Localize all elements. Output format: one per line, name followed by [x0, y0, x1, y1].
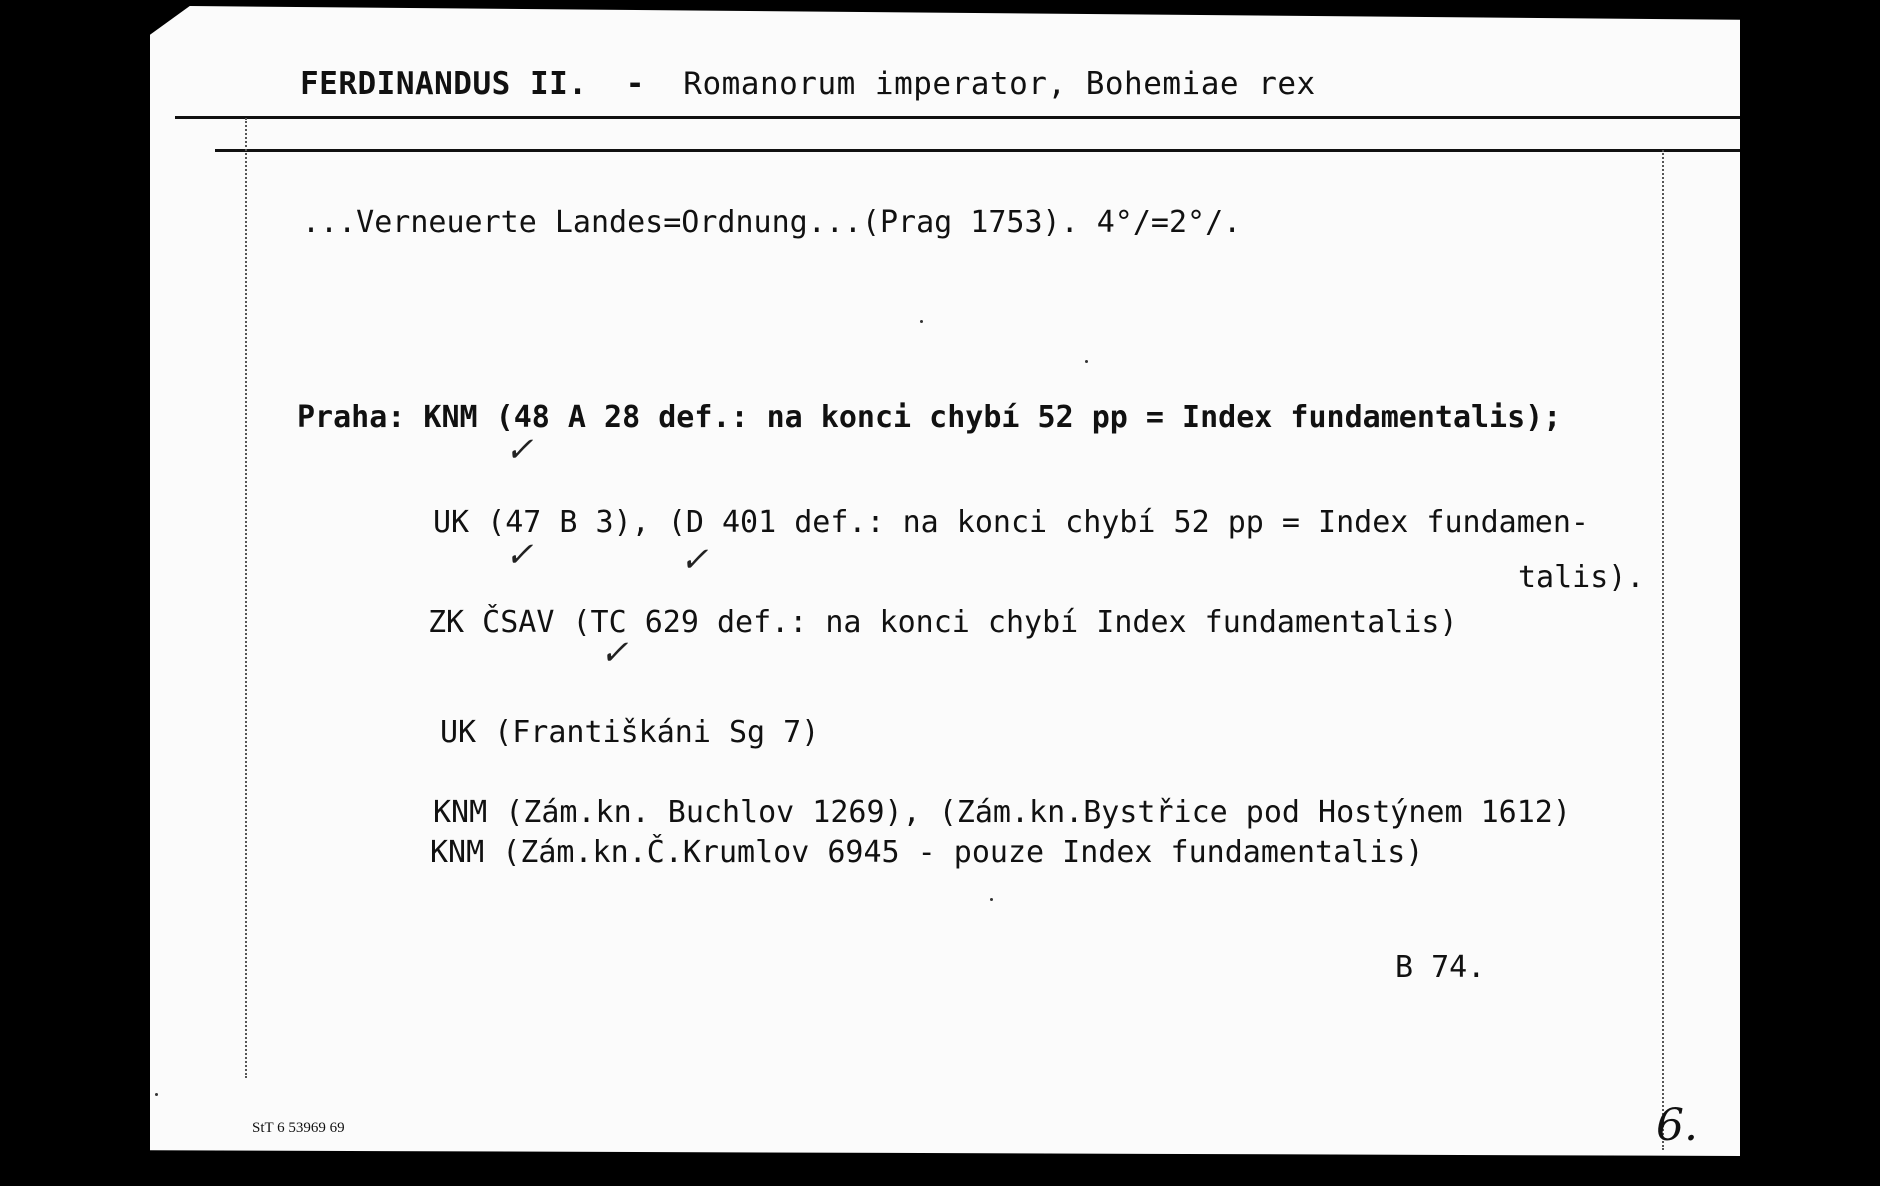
heading-separator: - [625, 66, 645, 102]
entry-praha-knm: Praha: KNM (48 A 28 def.: na konci chybí 52 pp = Index fundamentalis); [297, 400, 1562, 435]
entry-uk-continued: talis). [1518, 560, 1645, 595]
paper-speck [155, 1093, 158, 1096]
paper-speck [990, 898, 993, 901]
heading-title: Romanorum imperator, Bohemiae rex [683, 66, 1316, 102]
shelf-mark: B 74. [1395, 950, 1486, 985]
paper-speck [1085, 360, 1088, 363]
catalog-card [150, 6, 1740, 1156]
paper-speck [920, 320, 923, 323]
left-margin-line [245, 118, 247, 1078]
heading-name: FERDINANDUS II. [300, 66, 588, 102]
heading-rule [175, 116, 1740, 119]
entry-knm-buchlov: KNM (Zám.kn. Buchlov 1269), (Zám.kn.Bystřice pod Hostýnem 1612) [433, 795, 1571, 830]
title-line: ...Verneuerte Landes=Ordnung...(Prag 1753). 4°/=2°/. [302, 205, 1242, 240]
sub-rule [215, 149, 1740, 152]
check-mark: ✓ [680, 540, 709, 580]
check-mark: ✓ [600, 633, 629, 673]
footer-code: StT 6 53969 69 [252, 1120, 345, 1136]
entry-knm-krumlov: KNM (Zám.kn.Č.Krumlov 6945 - pouze Index fundamentalis) [430, 835, 1424, 870]
entry-zk-csav: ZK ČSAV (TC 629 def.: na konci chybí Index fundamentalis) [428, 605, 1458, 640]
check-mark: ✓ [505, 430, 534, 470]
card-heading [300, 66, 1316, 102]
check-mark: ✓ [505, 535, 534, 575]
entry-uk: UK (47 B 3), (D 401 def.: na konci chybí 52 pp = Index fundamen- [433, 505, 1589, 540]
handwritten-number: 6. [1656, 1100, 1698, 1151]
right-margin-line [1662, 150, 1664, 1150]
entry-uk-frantiskani: UK (Františkáni Sg 7) [440, 715, 820, 750]
